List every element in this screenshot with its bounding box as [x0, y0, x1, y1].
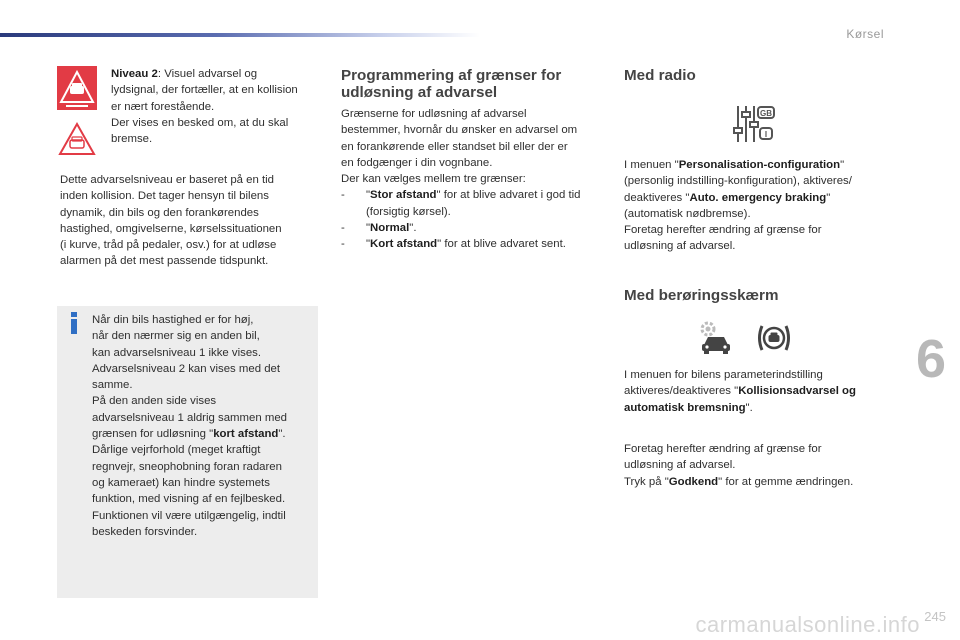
radio-icon-label-i: I	[764, 130, 768, 139]
radio-icon-label-gb: GB	[760, 109, 772, 118]
settings-sliders-icon	[733, 104, 775, 149]
collision-warning-outline-icon	[57, 120, 97, 160]
info-text: Når din bils hastighed er for høj, når den nærmer sig en anden bil, kan advarselsniveau 1 ikke vises. Advarselsniveau 2 kan vises med det samme. På den anden side vises advarselsniveau 1 aldrig sammen med grænsen for udløsning "kort afstand". Dårlige vejrforhold (meget kraftigt regnvejr, sneophobning foran radaren og kameraet) kan hindre systemets funktion, med visning af en fejlbesked. Funktionen vil være utilgængelig, indtil beskeden forsvinder.	[92, 314, 288, 538]
option-normal: - "Normal".	[341, 222, 417, 235]
threshold-paragraph: Dette advarselsniveau er baseret på en tid inden kollision. Det tager hensyn til bilens dynamik, din bils og den forankørendes hastighed, omgivelserne, kørselssituationen (i kurve, tråd på pedaler, osv.) for at udløse alarmen på det mest passende tidspunkt.	[60, 174, 282, 268]
collision-warning-red-icon	[57, 66, 97, 110]
section-title: Kørsel	[846, 27, 884, 41]
niveau2-label: Niveau 2	[111, 68, 158, 80]
info-icon	[68, 312, 80, 334]
header-bar	[0, 33, 480, 37]
chapter-number: 6	[915, 329, 947, 389]
programming-heading: Programmering af grænser for udløsning af advarsel	[341, 67, 562, 101]
niveau2-text: Niveau 2: Visuel advarsel og lydsignal, der fortæller, at en kollision er nært forestående. Der vises en besked om, at du skal bremse.	[111, 68, 298, 146]
programming-text: Grænserne for udløsning af advarsel bestemmer, hvornår du ønsker en advarsel om en forankørende eller standset bil eller der er en fodgænger i din vognbane. Der kan vælges mellem tre grænser: - "Stor afstand" for at blive advaret i god tid (forsigtig kørsel). - "Normal". - "Kort afstand" for at blive advaret sent.	[341, 106, 603, 253]
radio-text: I menuen "Personalisation-configuration" (personlig indstilling-konfiguration), aktiveres/ deaktiveres "Auto. emergency braking" (automatisk nødbremse). Foretag herefter ændring af grænse for udløsning af advarsel.	[624, 159, 852, 253]
touchscreen-text: I menuen for bilens parameterindstilling aktiveres/deaktiveres "Kollisionsadvarsel og automatisk bremsning".	[624, 369, 856, 414]
touchscreen-followup-text: Foretag herefter ændring af grænse for udløsning af advarsel. Tryk på "Godkend" for at gemme ændringen.	[624, 443, 854, 488]
car-settings-icon	[698, 319, 734, 360]
watermark: carmanualsonline.info	[695, 612, 920, 637]
radio-heading: Med radio	[624, 67, 696, 84]
option-stor-afstand: - "Stor afstand" for at blive advaret i god tid (forsigtig kørsel).	[341, 189, 581, 218]
page-number: 245	[924, 609, 946, 624]
touchscreen-heading: Med berøringsskærm	[624, 287, 779, 304]
option-kort-afstand: - "Kort afstand" for at blive advaret sent.	[341, 238, 566, 251]
collision-alert-icon	[756, 322, 792, 359]
